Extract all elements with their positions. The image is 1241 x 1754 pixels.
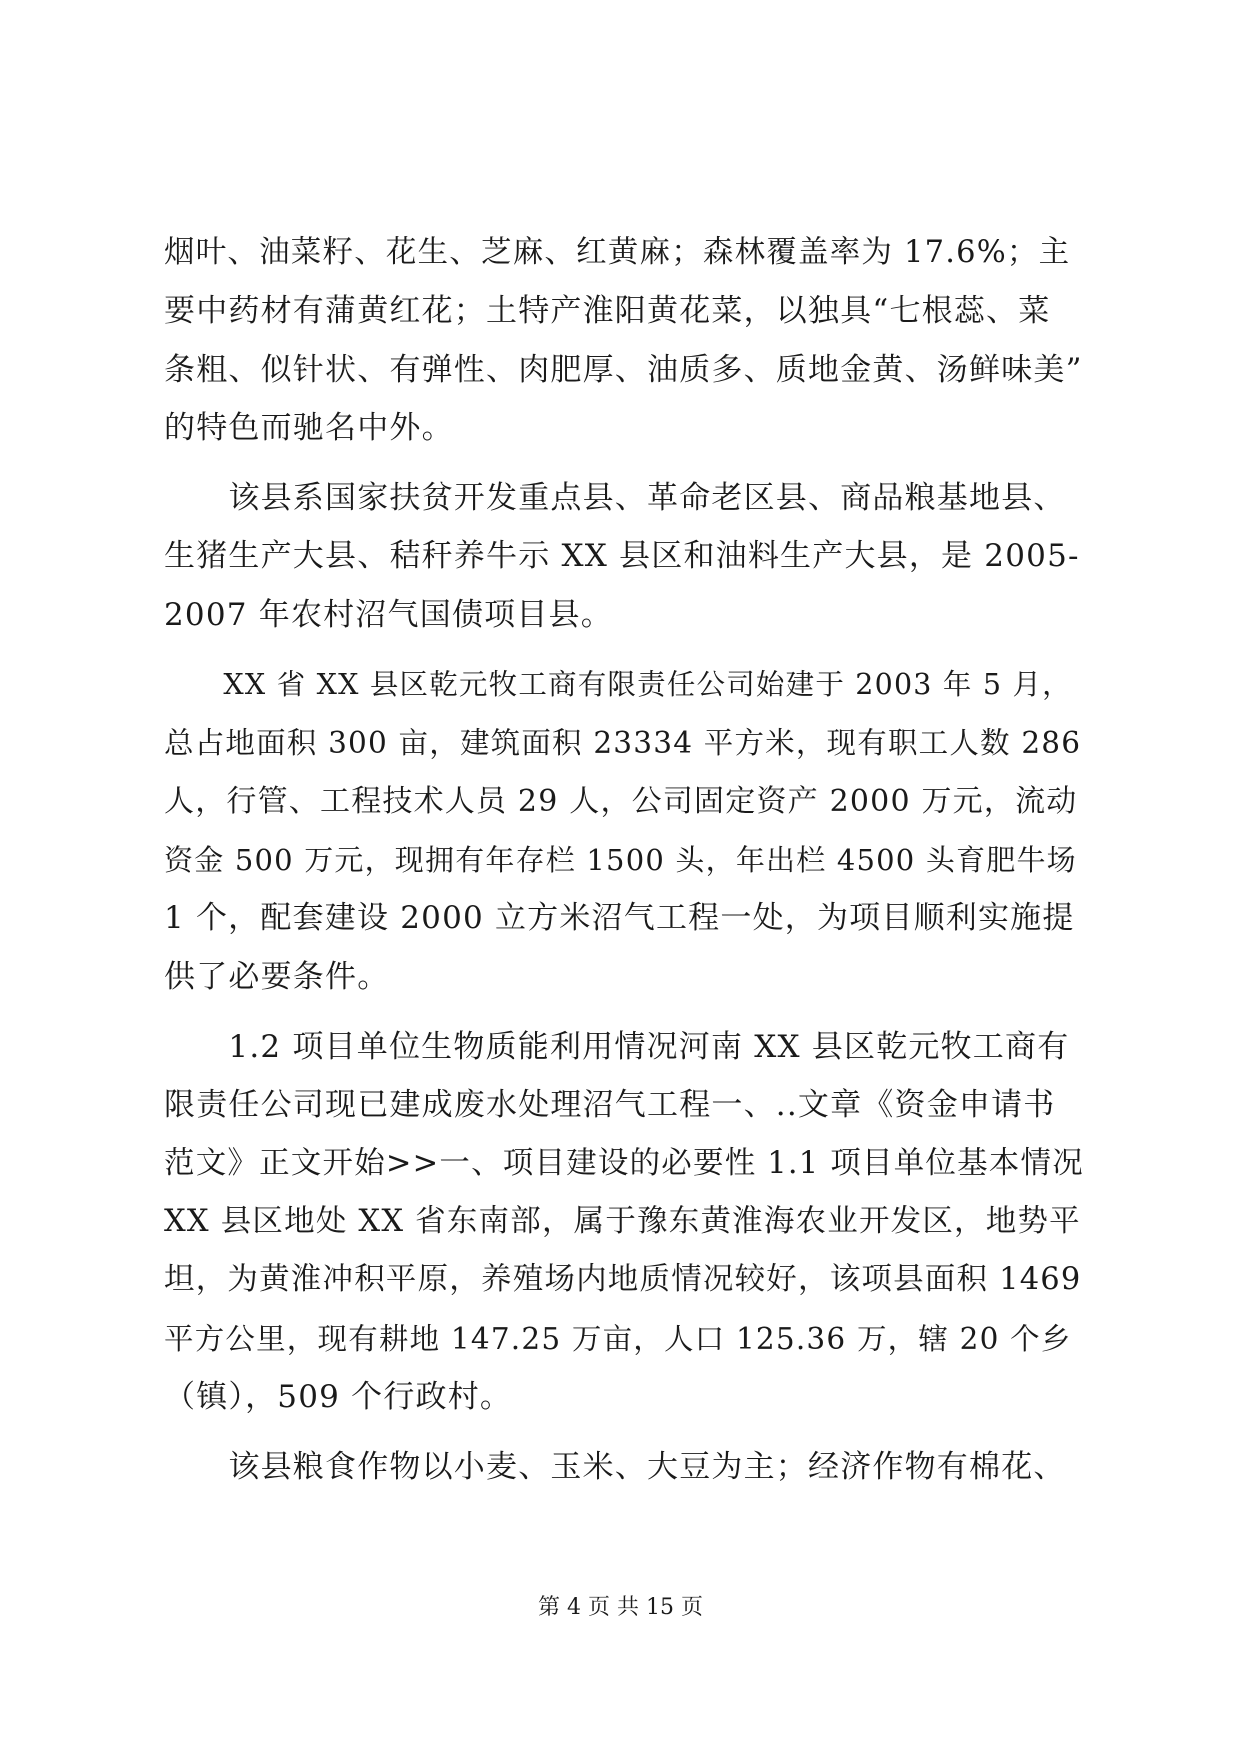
text-line: 供了必要条件。 bbox=[164, 959, 390, 995]
text-line: （镇），509 个行政村。 bbox=[164, 1379, 513, 1415]
text-line: 总占地面积 300 亩，建筑面积 23334 平方米，现有职工人数 286 bbox=[164, 726, 1082, 760]
text-line: 条粗、似针状、有弹性、肉肥厚、油质多、质地金黄、汤鲜味美” bbox=[164, 352, 1083, 388]
text-line: 坦，为黄淮冲积平原，养殖场内地质情况较好，该项县面积 1469 bbox=[164, 1262, 1082, 1297]
text-line: XX 省 XX 县区乾元牧工商有限责任公司始建于 2003 年 5 月， bbox=[164, 668, 1072, 701]
text-line: 1.2 项目单位生物质能利用情况河南 XX 县区乾元牧工商有 bbox=[164, 1029, 1070, 1065]
text-line: 生猪生产大县、秸秆养牛示 XX 县区和油料生产大县，是 2005- bbox=[164, 538, 1080, 574]
text-line: 的特色而驰名中外。 bbox=[164, 410, 454, 446]
text-line: 平方公里，现有耕地 147.25 万亩，人口 125.36 万，辖 20 个乡 bbox=[164, 1322, 1072, 1356]
text-line: 限责任公司现已建成废水处理沼气工程一、..文章《资金申请书 bbox=[164, 1087, 1056, 1123]
page-number: 第 4 页 共 15 页 bbox=[538, 1595, 703, 1620]
text-line: 该县粮食作物以小麦、玉米、大豆为主；经济作物有棉花、 bbox=[164, 1449, 1066, 1485]
text-line: 资金 500 万元，现拥有年存栏 1500 头，年出栏 4500 头育肥牛场 bbox=[164, 843, 1077, 877]
text-line: 人，行管、工程技术人员 29 人，公司固定资产 2000 万元，流动 bbox=[164, 784, 1078, 819]
text-line: 该县系国家扶贫开发重点县、革命老区县、商品粮基地县、 bbox=[164, 480, 1066, 516]
text-line: 范文》正文开始>>一、项目建设的必要性 1.1 项目单位基本情况 bbox=[164, 1146, 1084, 1181]
text-line: 1 个，配套建设 2000 立方米沼气工程一处，为项目顺利实施提 bbox=[164, 900, 1075, 936]
text-line: 2007 年农村沼气国债项目县。 bbox=[164, 597, 613, 633]
text-line: 要中药材有蒲黄红花；土特产淮阳黄花菜，以独具“七根蕊、菜 bbox=[164, 293, 1051, 329]
text-line: XX 县区地处 XX 省东南部，属于豫东黄淮海农业开发区，地势平 bbox=[164, 1204, 1081, 1239]
text-line: 烟叶、油菜籽、花生、芝麻、红黄麻；森林覆盖率为 17.6%；主 bbox=[164, 235, 1071, 270]
